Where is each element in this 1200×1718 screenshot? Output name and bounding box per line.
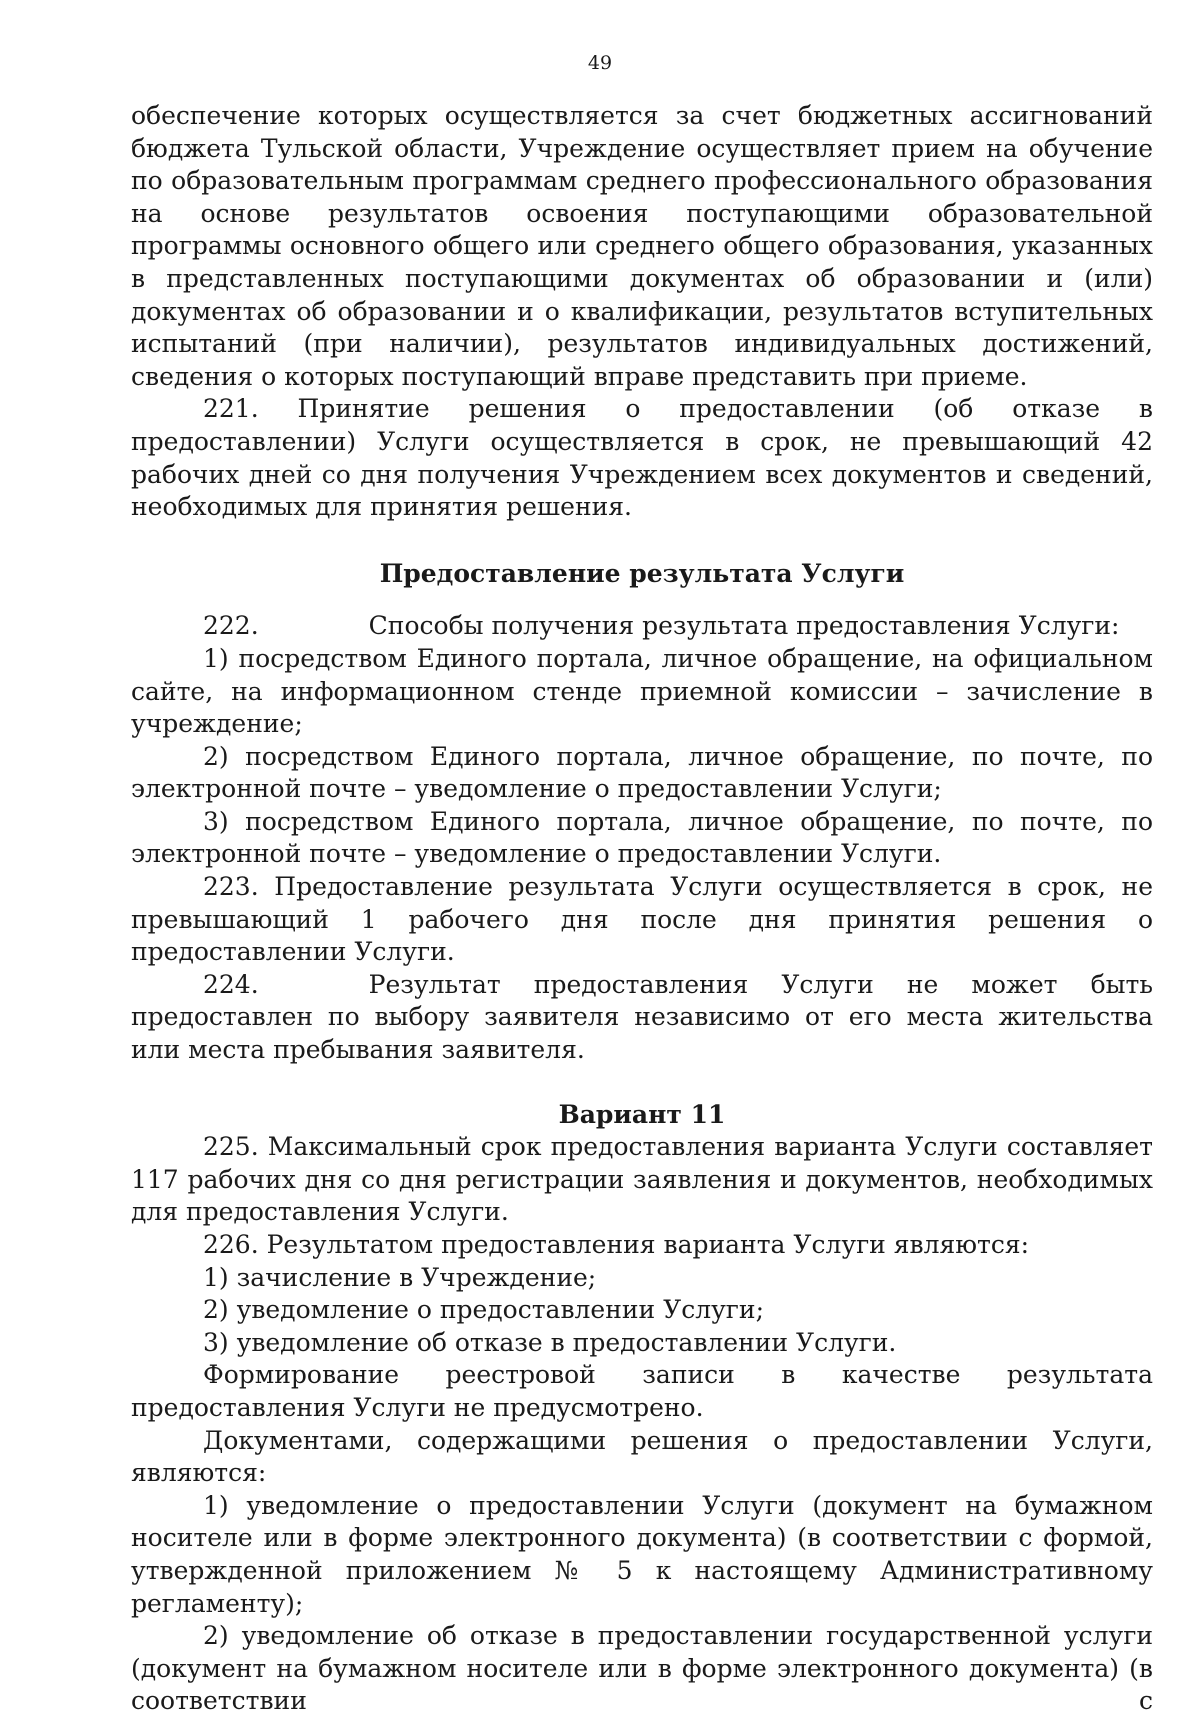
page-number: 49 [587,52,613,74]
paragraph-226-item-1: 1) зачисление в Учреждение; [203,1262,597,1292]
paragraph-226-item-3: 3) уведомление об отказе в предоставлении Услуги. [203,1327,897,1357]
paragraph-document-item-2: 2) уведомление об отказе в предоставлении государственной услуги (документ на бумажном носителе или в форме электронного документа) (в соответствии с [131,1621,1153,1716]
paragraph-224-number: 224. [203,969,259,999]
paragraph-223: 223. Предоставление результата Услуги осуществляется в срок, не превышающий 1 рабочего дня после дня принятия решения о предоставлении Услуги. [131,872,1153,967]
paragraph-documents: Документами, содержащими решения о предоставлении Услуги, являются: [131,1425,1153,1488]
intro-paragraph: обеспечение которых осуществляется за счет бюджетных ассигнований бюджета Тульской области, Учреждение осуществляет прием на обучение по образовательным программам среднего профессионального образования на основе результатов освоения поступающими образовательной программы основного общего или среднего общего образования, указанных в представленных поступающими документах об образовании и (или) документах об образовании и о квалификации, результатов вступительных испытаний (при наличии), результатов индивидуальных достижений, сведения о которых поступающий вправе представить при приеме. [131,101,1153,391]
paragraph-226: 226. Результатом предоставления варианта Услуги являются: [203,1230,1030,1259]
paragraph-222-item-3: 3) посредством Единого портала, личное обращение, по почте, по электронной почте – уведомление о предоставлении Услуги. [131,806,1153,869]
paragraph-224-text: Результат предоставления Услуги не может быть предоставлен по выбору заявителя независимо от его места жительства или места пребывания заявителя. [131,969,1153,1065]
paragraph-222 [131,610,1153,643]
section-heading-result: Предоставление результата Услуги [379,558,905,588]
paragraph-226-item-2: 2) уведомление о предоставлении Услуги; [203,1295,764,1325]
section-heading-variant: Вариант 11 [558,1099,726,1129]
paragraph-222-number: 222. [203,611,259,641]
paragraph-224 [131,969,1153,1067]
paragraph-225: 225. Максимальный срок предоставления варианта Услуги составляет 117 рабочих дня со дня регистрации заявления и документов, необходимых для предоставления Услуги. [131,1132,1153,1227]
paragraph-222-item-1: 1) посредством Единого портала, личное обращение, на официальном сайте, на информационном стенде приемной комиссии – зачисление в учреждение; [131,643,1153,739]
paragraph-registry: Формирование реестровой записи в качестве результата предоставления Услуги не предусмотрено. [131,1360,1153,1422]
paragraph-221: 221. Принятие решения о предоставлении (об отказе в предоставлении) Услуги осуществляется в срок, не превышающий 42 рабочих дней со дня получения Учреждением всех документов и сведений, необходимых для принятия решения. [131,394,1153,522]
paragraph-222-text: Способы получения результата предоставления Услуги: [368,611,1120,641]
paragraph-222-item-2: 2) посредством Единого портала, личное обращение, по почте, по электронной почте – уведомление о предоставлении Услуги; [131,741,1153,804]
document-body [131,100,1153,1718]
paragraph-document-item-1: 1) уведомление о предоставлении Услуги (документ на бумажном носителе или в форме электронного документа) (в соответствии с формой, утвержденной приложением № 5 к настоящему Административному регламенту); [131,1490,1153,1618]
